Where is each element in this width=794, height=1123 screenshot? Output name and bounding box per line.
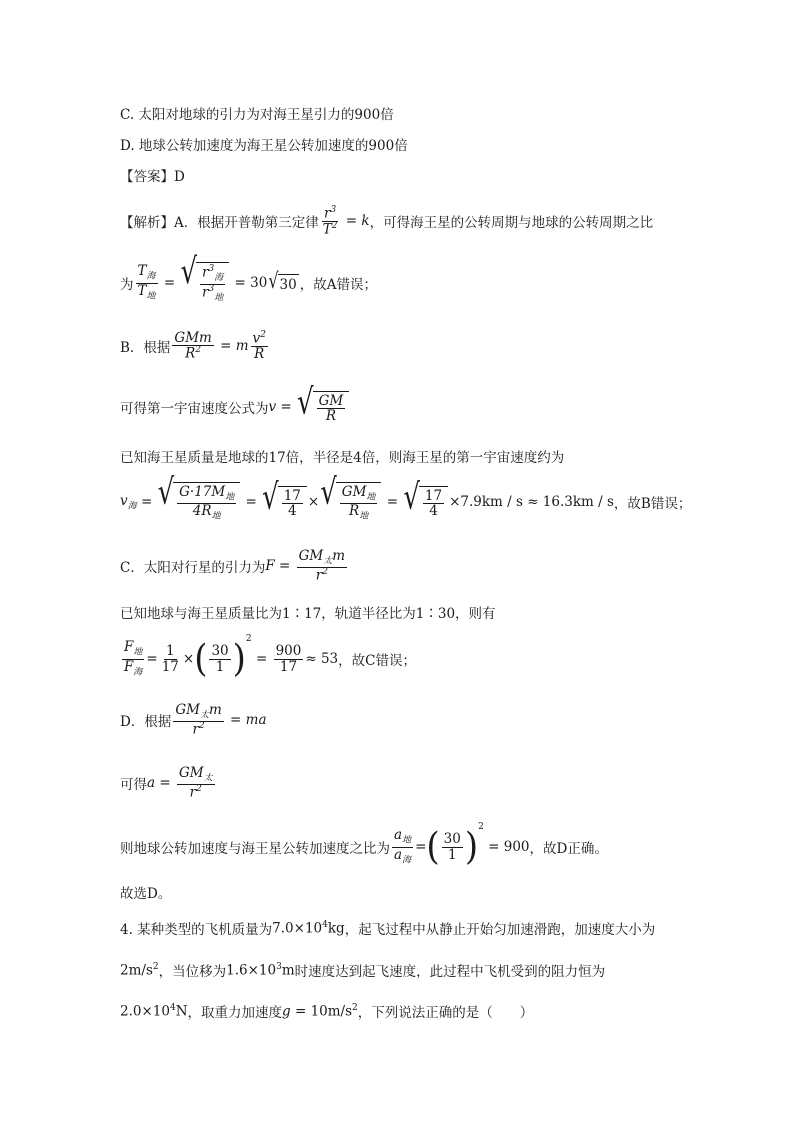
- sqrt-30: √ 30: [268, 267, 297, 294]
- kepler-eq: = k: [341, 213, 370, 229]
- accel-fraction: $\frac{GM_太}{r^2}$: [178, 765, 213, 801]
- sun-force-fraction: $\frac{GM_太m}{r^2}$: [298, 548, 346, 584]
- accel-ratio: $\frac{a_地}{a_海}$: [394, 827, 412, 866]
- analysis-b3-line: 已知海王星质量是地球的17倍，半径是4倍，则海王星的第一宇宙速度约为: [120, 450, 565, 466]
- sqrt-17-4: √ $\frac{17}{4}$: [262, 486, 307, 518]
- q4-line1: 4. 某种类型的飞机质量为 $7.0\times 10^4kg$ ，起飞过程中从静止开始匀加速滑跑，加速度大小为: [120, 919, 656, 938]
- q4-text3b: ，下列说法正确的是（ ）: [357, 1005, 534, 1021]
- option-d: D. 地球公转加速度为海王星公转加速度的900倍: [120, 138, 408, 154]
- analysis-a-text2: ，可得海王星的公转周期与地球的公转周期之比: [369, 215, 654, 231]
- analysis-c3-text: ，故C错误；: [338, 653, 416, 669]
- analysis-d3-text: 则地球公转加速度与海王星公转加速度之比为: [120, 841, 390, 857]
- q4-text3: ，取重力加速度: [187, 1005, 283, 1021]
- analysis-b2-text: 可得第一宇宙速度公式为: [120, 401, 269, 417]
- analysis-b-text: B．根据: [120, 340, 171, 356]
- analysis-d2-text: 可得: [120, 777, 147, 793]
- sqrt-radius-ratio: √ $\frac{r^3_海}{r^3_地}$: [180, 262, 229, 303]
- analysis-d3-line: 则地球公转加速度与海王星公转加速度之比为 $\frac{a_地}{a_海}$ = ( $\frac{30}{1}$ ) $^2$ = 900 ，故D正确。: [120, 822, 608, 869]
- sqrt-gm-r-earth: √ $\frac{GM_地}{R_地}$: [320, 482, 381, 522]
- analysis-b2-line: 可得第一宇宙速度公式为 v = √ $\frac{GM}{R}$: [120, 385, 350, 429]
- conclusion: 故选D。: [120, 886, 172, 902]
- frac-30-1: $\frac{30}{1}$: [211, 643, 229, 675]
- analysis-a2-text: 为: [120, 277, 134, 293]
- period-ratio: $\frac{T_海}{T_地}$: [137, 263, 156, 302]
- frac-1-17: $\frac{1}{17}$: [161, 643, 179, 675]
- q4-text1: 4. 某种类型的飞机质量为: [120, 922, 273, 938]
- answer-line: 【答案】D: [120, 169, 185, 185]
- q4-text2: ，当位移为: [158, 964, 227, 980]
- analysis-a-text: A．根据开普勒第三定律: [174, 215, 319, 231]
- centripetal-fraction: $\frac{v^2}{R}$: [252, 330, 266, 362]
- sqrt-gm-r: √ $\frac{GM}{R}$: [297, 391, 349, 423]
- analysis-c3-line: $\frac{F_地}{F_海}$ = $\frac{1}{17}$ × ( $\frac{30}{1}$ ) $^2$ = $\frac{900}{17}$ ≈ 53 ，故C错误；: [124, 634, 416, 681]
- analysis-c-line: C．太阳对行星的引力为 F = $\frac{GM_太m}{r^2}$: [120, 548, 346, 584]
- gravity-fraction: $\frac{\text{GMm}}{R^2}$: [174, 330, 212, 362]
- kepler-fraction: $\frac{r^3}{T^2}$: [322, 204, 338, 237]
- option-c: C. 太阳对地球的引力为对海王星引力的900倍: [120, 107, 394, 123]
- q4-text2b: 时速度达到起飞速度，此过程中飞机受到的阻力恒为: [294, 964, 606, 980]
- analysis-d3-text2: ，故D正确。: [529, 841, 608, 857]
- frac-30-1b: $\frac{30}{1}$: [443, 831, 461, 863]
- q4-line3: $2.0\times 10^4N$ ，取重力加速度 $g = 10m/s^2$ ，下列说法正确的是（ ）: [120, 1002, 534, 1021]
- analysis-c-text: C．太阳对行星的引力为: [120, 560, 266, 576]
- d-force-fraction: $\frac{GM_太m}{r^2}$: [175, 702, 222, 738]
- analysis-c2-line: 已知地球与海王星质量比为1∶17，轨道半径比为1∶30，则有: [120, 606, 496, 622]
- analysis-label: 【解析】: [120, 215, 174, 231]
- frac-900-17: $\frac{900}{17}$: [275, 643, 302, 675]
- analysis-d2-line: 可得 a = $\frac{GM_太}{r^2}$: [120, 765, 213, 801]
- analysis-d-line: D．根据 $\frac{GM_太m}{r^2}$ = ma: [120, 702, 267, 738]
- analysis-b4-text: ，故B错误；: [613, 496, 692, 512]
- analysis-a2-line: 为 $\frac{T_海}{T_地}$ = √ $\frac{r^3_海}{r^3_地}$ = 30 √ 30 ，故A错误；: [120, 252, 377, 304]
- sqrt-neptune-v: √ $\frac{G\cdot 17M_地}{4R_地}$: [158, 482, 241, 522]
- analysis-d-text: D．根据: [120, 714, 172, 730]
- analysis-b4-line: $v_海$ = √ $\frac{G\cdot 17M_地}{4R_地}$ = √ $\frac{17}{4}$ × √ $\frac{GM_地}{R_地}$ = √ $\frac{17}{4}$ ×7.9km / s ≈ 16.3km / s ，故B错误；: [120, 472, 692, 522]
- analysis-a2-text2: ，故A错误；: [299, 277, 377, 293]
- analysis-a-line: [120, 203, 653, 239]
- sqrt-17-4b: √ $\frac{17}{4}$: [403, 486, 448, 518]
- q4-line2: $2m/s^2$ ，当位移为 $1.6\times 10^3m$ 时速度达到起飞速度，此过程中飞机受到的阻力恒为: [120, 961, 606, 980]
- q4-text1b: ，起飞过程中从静止开始匀加速滑跑，加速度大小为: [344, 922, 656, 938]
- force-ratio: $\frac{F_地}{F_海}$: [124, 639, 143, 678]
- analysis-b-line: B．根据 $\frac{\text{GMm}}{R^2}$ = m $\frac{v^2}{R}$: [120, 330, 266, 362]
